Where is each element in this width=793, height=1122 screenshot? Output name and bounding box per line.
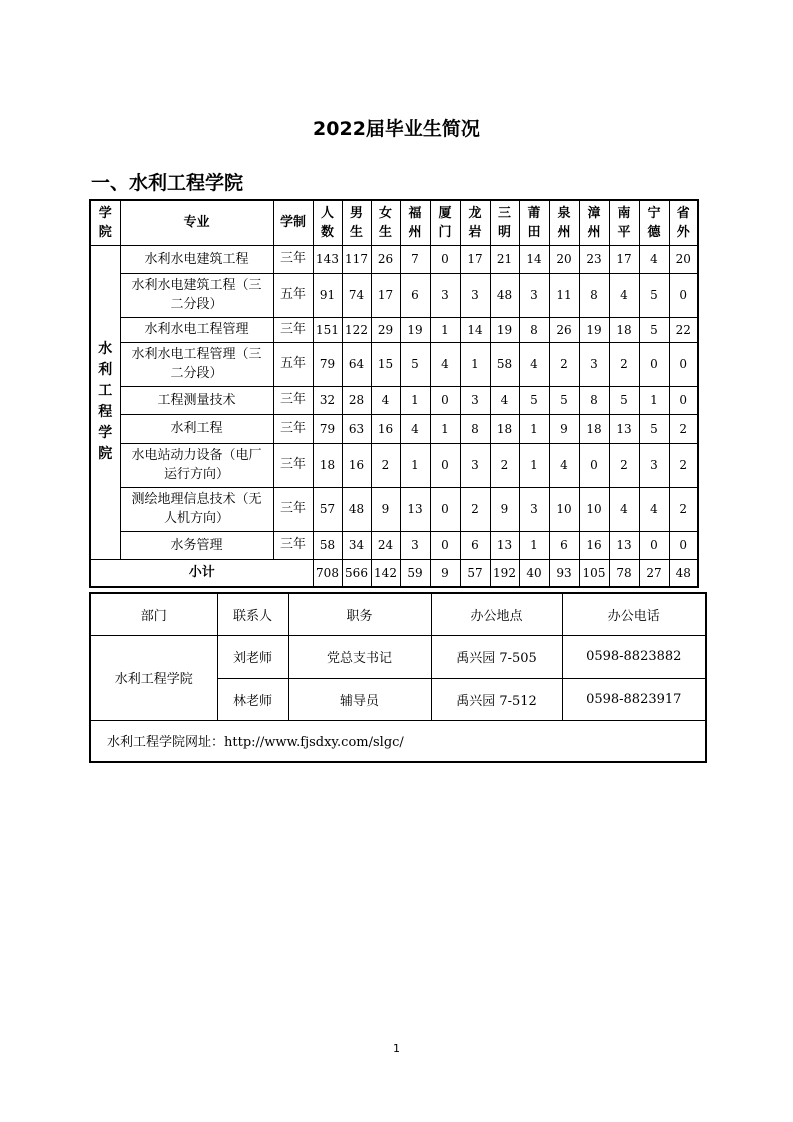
value-cell: 1 — [519, 443, 549, 487]
website-text[interactable]: 水利工程学院网址：http://www.fjsdxy.com/slgc/ — [90, 720, 706, 762]
value-cell: 3 — [460, 273, 490, 317]
years-cell: 三年 — [273, 317, 313, 342]
value-cell: 9 — [371, 487, 400, 531]
value-cell: 3 — [519, 487, 549, 531]
column-header-label: 福州 — [408, 205, 422, 240]
value-cell: 0 — [430, 531, 460, 559]
value-cell: 57 — [313, 487, 342, 531]
column-header-label: 宁德 — [647, 205, 661, 240]
years-cell: 三年 — [273, 414, 313, 443]
table-row — [90, 342, 698, 386]
value-cell: 79 — [313, 342, 342, 386]
column-header — [371, 200, 400, 245]
value-cell: 122 — [342, 317, 371, 342]
column-header-label: 龙岩 — [468, 205, 482, 240]
value-cell: 58 — [490, 342, 519, 386]
value-cell: 1 — [400, 443, 430, 487]
value-cell: 0 — [430, 487, 460, 531]
column-header-label: 学院 — [98, 205, 112, 240]
value-cell: 0 — [430, 386, 460, 414]
subtotal-value: 57 — [460, 559, 490, 587]
contact-office: 禹兴园 7-505 — [431, 635, 562, 678]
column-header — [549, 200, 579, 245]
years-cell: 五年 — [273, 342, 313, 386]
value-cell: 7 — [400, 245, 430, 273]
column-header-label: 男生 — [349, 205, 363, 240]
value-cell: 0 — [579, 443, 609, 487]
column-header-label: 女生 — [378, 205, 392, 240]
column-header — [609, 200, 639, 245]
value-cell: 58 — [313, 531, 342, 559]
value-cell: 48 — [342, 487, 371, 531]
value-cell: 1 — [519, 414, 549, 443]
years-cell: 三年 — [273, 386, 313, 414]
table-row — [90, 245, 698, 273]
value-cell: 14 — [519, 245, 549, 273]
column-header — [400, 200, 430, 245]
value-cell: 13 — [490, 531, 519, 559]
table-row — [90, 414, 698, 443]
value-cell: 4 — [490, 386, 519, 414]
value-cell: 79 — [313, 414, 342, 443]
value-cell: 5 — [519, 386, 549, 414]
value-cell: 3 — [579, 342, 609, 386]
value-cell: 16 — [342, 443, 371, 487]
value-cell: 1 — [400, 386, 430, 414]
value-cell: 10 — [549, 487, 579, 531]
column-header-label: 省外 — [676, 205, 690, 240]
major-cell: 水利水电建筑工程（三二分段） — [120, 273, 273, 317]
value-cell: 3 — [460, 443, 490, 487]
college-cell — [90, 245, 120, 559]
value-cell: 17 — [460, 245, 490, 273]
column-header-label: 莆田 — [527, 205, 541, 240]
contact-header-cell: 联系人 — [217, 593, 288, 635]
contact-header-cell: 职务 — [288, 593, 431, 635]
value-cell: 13 — [400, 487, 430, 531]
column-header — [639, 200, 669, 245]
department-cell: 水利工程学院 — [90, 635, 217, 720]
value-cell: 0 — [669, 342, 698, 386]
value-cell: 18 — [490, 414, 519, 443]
column-header — [490, 200, 519, 245]
value-cell: 28 — [342, 386, 371, 414]
value-cell: 48 — [490, 273, 519, 317]
subtotal-value: 27 — [639, 559, 669, 587]
value-cell: 2 — [460, 487, 490, 531]
value-cell: 26 — [549, 317, 579, 342]
value-cell: 16 — [579, 531, 609, 559]
major-cell: 水利工程 — [120, 414, 273, 443]
value-cell: 20 — [549, 245, 579, 273]
value-cell: 2 — [669, 414, 698, 443]
section-title: 一、水利工程学院 — [91, 172, 244, 194]
value-cell: 2 — [490, 443, 519, 487]
years-cell: 三年 — [273, 531, 313, 559]
value-cell: 26 — [371, 245, 400, 273]
website-row — [90, 720, 706, 762]
subtotal-value: 9 — [430, 559, 460, 587]
value-cell: 1 — [430, 414, 460, 443]
subtotal-value: 78 — [609, 559, 639, 587]
subtotal-value: 48 — [669, 559, 698, 587]
value-cell: 4 — [549, 443, 579, 487]
value-cell: 5 — [639, 414, 669, 443]
contact-phone: 0598-8823882 — [562, 635, 706, 678]
contact-header-cell: 办公地点 — [431, 593, 562, 635]
value-cell: 4 — [639, 245, 669, 273]
value-cell: 16 — [371, 414, 400, 443]
value-cell: 6 — [549, 531, 579, 559]
value-cell: 2 — [609, 342, 639, 386]
value-cell: 3 — [460, 386, 490, 414]
value-cell: 3 — [639, 443, 669, 487]
years-cell: 三年 — [273, 443, 313, 487]
value-cell: 17 — [609, 245, 639, 273]
table-row — [90, 386, 698, 414]
major-cell: 水利水电工程管理 — [120, 317, 273, 342]
column-header: 学制 — [273, 200, 313, 245]
value-cell: 3 — [519, 273, 549, 317]
value-cell: 0 — [639, 531, 669, 559]
value-cell: 4 — [609, 487, 639, 531]
college-name: 水利工程学院 — [98, 341, 113, 462]
column-header — [669, 200, 698, 245]
contact-row — [90, 635, 706, 678]
value-cell: 8 — [579, 386, 609, 414]
value-cell: 91 — [313, 273, 342, 317]
table-row — [90, 317, 698, 342]
value-cell: 5 — [400, 342, 430, 386]
subtotal-value: 105 — [579, 559, 609, 587]
value-cell: 1 — [430, 317, 460, 342]
value-cell: 9 — [490, 487, 519, 531]
value-cell: 34 — [342, 531, 371, 559]
table-row — [90, 531, 698, 559]
value-cell: 5 — [639, 273, 669, 317]
contact-header-cell: 办公电话 — [562, 593, 706, 635]
major-cell: 水务管理 — [120, 531, 273, 559]
table-header-row — [90, 200, 698, 245]
value-cell: 1 — [519, 531, 549, 559]
value-cell: 0 — [669, 386, 698, 414]
value-cell: 2 — [609, 443, 639, 487]
value-cell: 2 — [669, 443, 698, 487]
value-cell: 23 — [579, 245, 609, 273]
value-cell: 64 — [342, 342, 371, 386]
value-cell: 4 — [609, 273, 639, 317]
value-cell: 20 — [669, 245, 698, 273]
value-cell: 24 — [371, 531, 400, 559]
table-row — [90, 273, 698, 317]
value-cell: 4 — [371, 386, 400, 414]
major-cell: 水利水电工程管理（三二分段） — [120, 342, 273, 386]
value-cell: 6 — [460, 531, 490, 559]
contact-name: 林老师 — [217, 678, 288, 720]
value-cell: 0 — [430, 245, 460, 273]
value-cell: 3 — [400, 531, 430, 559]
contact-header-cell: 部门 — [90, 593, 217, 635]
column-header-label: 人数 — [320, 205, 334, 240]
page-number: 1 — [393, 1042, 400, 1055]
value-cell: 4 — [400, 414, 430, 443]
contact-header-row — [90, 593, 706, 635]
column-header — [519, 200, 549, 245]
value-cell: 29 — [371, 317, 400, 342]
value-cell: 5 — [609, 386, 639, 414]
subtotal-value: 566 — [342, 559, 371, 587]
column-header-label: 南平 — [617, 205, 631, 240]
value-cell: 19 — [579, 317, 609, 342]
column-header: 专业 — [120, 200, 273, 245]
column-header — [460, 200, 490, 245]
value-cell: 4 — [430, 342, 460, 386]
value-cell: 17 — [371, 273, 400, 317]
value-cell: 3 — [430, 273, 460, 317]
value-cell: 32 — [313, 386, 342, 414]
subtotal-value: 59 — [400, 559, 430, 587]
value-cell: 18 — [609, 317, 639, 342]
major-cell: 测绘地理信息技术（无人机方向） — [120, 487, 273, 531]
contact-office: 禹兴园 7-512 — [431, 678, 562, 720]
value-cell: 1 — [460, 342, 490, 386]
value-cell: 19 — [490, 317, 519, 342]
value-cell: 0 — [669, 531, 698, 559]
contact-phone: 0598-8823917 — [562, 678, 706, 720]
value-cell: 14 — [460, 317, 490, 342]
major-cell: 水电站动力设备（电厂运行方向） — [120, 443, 273, 487]
subtotal-value: 708 — [313, 559, 342, 587]
subtotal-value: 142 — [371, 559, 400, 587]
value-cell: 22 — [669, 317, 698, 342]
value-cell: 11 — [549, 273, 579, 317]
value-cell: 8 — [460, 414, 490, 443]
value-cell: 10 — [579, 487, 609, 531]
value-cell: 2 — [549, 342, 579, 386]
value-cell: 9 — [549, 414, 579, 443]
value-cell: 5 — [639, 317, 669, 342]
subtotal-label: 小计 — [90, 559, 313, 587]
column-header-label: 厦门 — [438, 205, 452, 240]
value-cell: 63 — [342, 414, 371, 443]
years-cell: 三年 — [273, 245, 313, 273]
column-header — [579, 200, 609, 245]
value-cell: 2 — [371, 443, 400, 487]
contact-name: 刘老师 — [217, 635, 288, 678]
column-header — [90, 200, 120, 245]
value-cell: 5 — [549, 386, 579, 414]
contact-role: 党总支书记 — [288, 635, 431, 678]
graduate-stats-table — [89, 199, 699, 588]
value-cell: 6 — [400, 273, 430, 317]
value-cell: 8 — [579, 273, 609, 317]
value-cell: 117 — [342, 245, 371, 273]
value-cell: 18 — [579, 414, 609, 443]
value-cell: 2 — [669, 487, 698, 531]
page-title: 2022届毕业生简况 — [313, 118, 480, 140]
value-cell: 15 — [371, 342, 400, 386]
subtotal-value: 40 — [519, 559, 549, 587]
value-cell: 21 — [490, 245, 519, 273]
years-cell: 五年 — [273, 273, 313, 317]
subtotal-row — [90, 559, 698, 587]
value-cell: 0 — [430, 443, 460, 487]
value-cell: 4 — [519, 342, 549, 386]
value-cell: 151 — [313, 317, 342, 342]
contact-table — [89, 592, 707, 763]
years-cell: 三年 — [273, 487, 313, 531]
table-row — [90, 487, 698, 531]
value-cell: 1 — [639, 386, 669, 414]
value-cell: 0 — [669, 273, 698, 317]
subtotal-value: 192 — [490, 559, 519, 587]
column-header — [430, 200, 460, 245]
value-cell: 4 — [639, 487, 669, 531]
value-cell: 8 — [519, 317, 549, 342]
value-cell: 13 — [609, 414, 639, 443]
column-header — [313, 200, 342, 245]
column-header-label: 泉州 — [557, 205, 571, 240]
column-header — [342, 200, 371, 245]
subtotal-value: 93 — [549, 559, 579, 587]
column-header-label: 漳州 — [587, 205, 601, 240]
value-cell: 19 — [400, 317, 430, 342]
table-row — [90, 443, 698, 487]
column-header-label: 三明 — [497, 205, 511, 240]
major-cell: 水利水电建筑工程 — [120, 245, 273, 273]
contact-role: 辅导员 — [288, 678, 431, 720]
value-cell: 13 — [609, 531, 639, 559]
value-cell: 18 — [313, 443, 342, 487]
value-cell: 0 — [639, 342, 669, 386]
value-cell: 74 — [342, 273, 371, 317]
major-cell: 工程测量技术 — [120, 386, 273, 414]
value-cell: 143 — [313, 245, 342, 273]
